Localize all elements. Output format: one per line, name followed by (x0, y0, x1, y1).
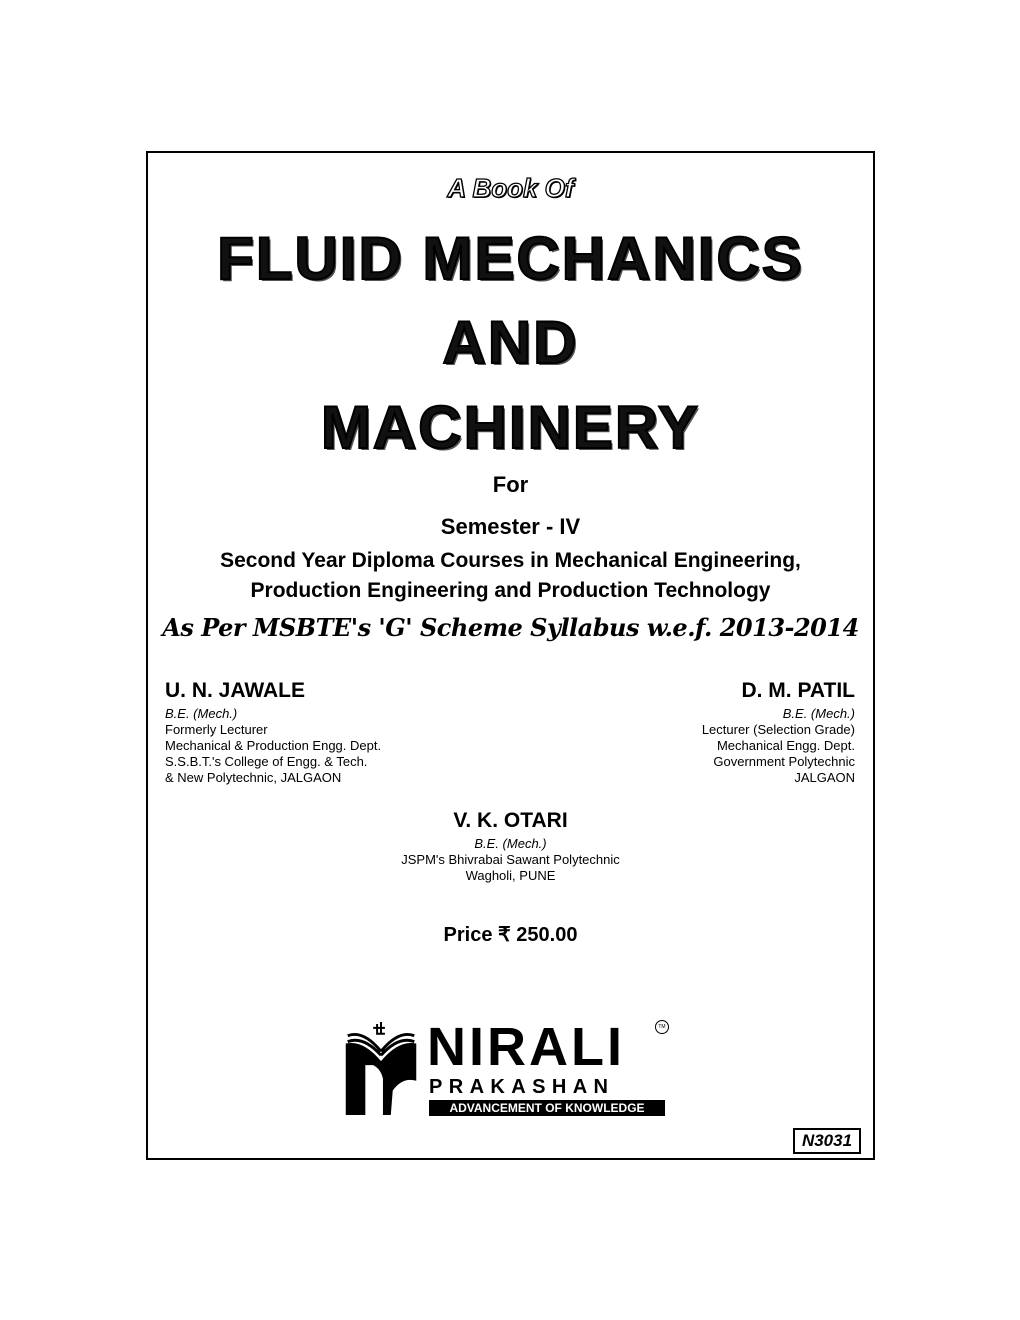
author-detail: Formerly Lecturer (165, 722, 268, 737)
author-detail: & New Polytechnic, JALGAON (165, 770, 342, 785)
author-detail: Government Polytechnic (713, 754, 855, 769)
nirali-prakashan-logo (343, 1017, 673, 1116)
book-code: N3031 (793, 1128, 861, 1154)
semester: Semester - IV (440, 514, 581, 539)
publisher-tagline: ADVANCEMENT OF KNOWLEDGE (429, 1100, 665, 1116)
syllabus-line: As Per MSBTE's 'G' Scheme Syllabus w.e.f. 2013-2014 (162, 613, 859, 642)
author-detail: Lecturer (Selection Grade) (701, 722, 855, 737)
author-degree: B.E. (Mech.) (782, 706, 855, 721)
author-detail: Mechanical & Production Engg. Dept. (165, 738, 382, 753)
author-degree: B.E. (Mech.) (474, 836, 547, 851)
author-jawale (165, 678, 381, 786)
author-otari (146, 808, 875, 884)
author-detail: Mechanical Engg. Dept. (716, 738, 855, 753)
title-line-3: MACHINERY (320, 394, 701, 461)
publisher-sub: PRAKASHAN (429, 1076, 615, 1098)
course-line-2: Production Engineering and Production Technology (250, 579, 771, 602)
page-border (146, 151, 875, 1160)
book-emblem-icon (343, 1022, 419, 1116)
author-detail: S.S.B.T.'s College of Engg. & Tech. (165, 754, 368, 769)
pre-title: A Book Of (447, 173, 574, 203)
author-patil (702, 678, 855, 786)
title-line-1: FLUID MECHANICS (217, 225, 804, 292)
price: Price ₹ 250.00 (443, 924, 578, 946)
author-detail: Wagholi, PUNE (465, 868, 556, 883)
author-name: D. M. PATIL (741, 679, 855, 702)
publisher-name: NIRALI (427, 1017, 625, 1077)
author-detail: JSPM's Bhivrabai Sawant Polytechnic (401, 852, 620, 867)
for-label: For (492, 472, 529, 497)
author-name: U. N. JAWALE (165, 679, 306, 702)
title-line-2: AND (442, 309, 579, 376)
author-name: V. K. OTARI (453, 809, 568, 832)
course-line-1: Second Year Diploma Courses in Mechanical Engineering, (220, 549, 801, 572)
trademark: TM (655, 1020, 669, 1034)
author-degree: B.E. (Mech.) (165, 706, 238, 721)
author-detail: JALGAON (794, 770, 855, 785)
